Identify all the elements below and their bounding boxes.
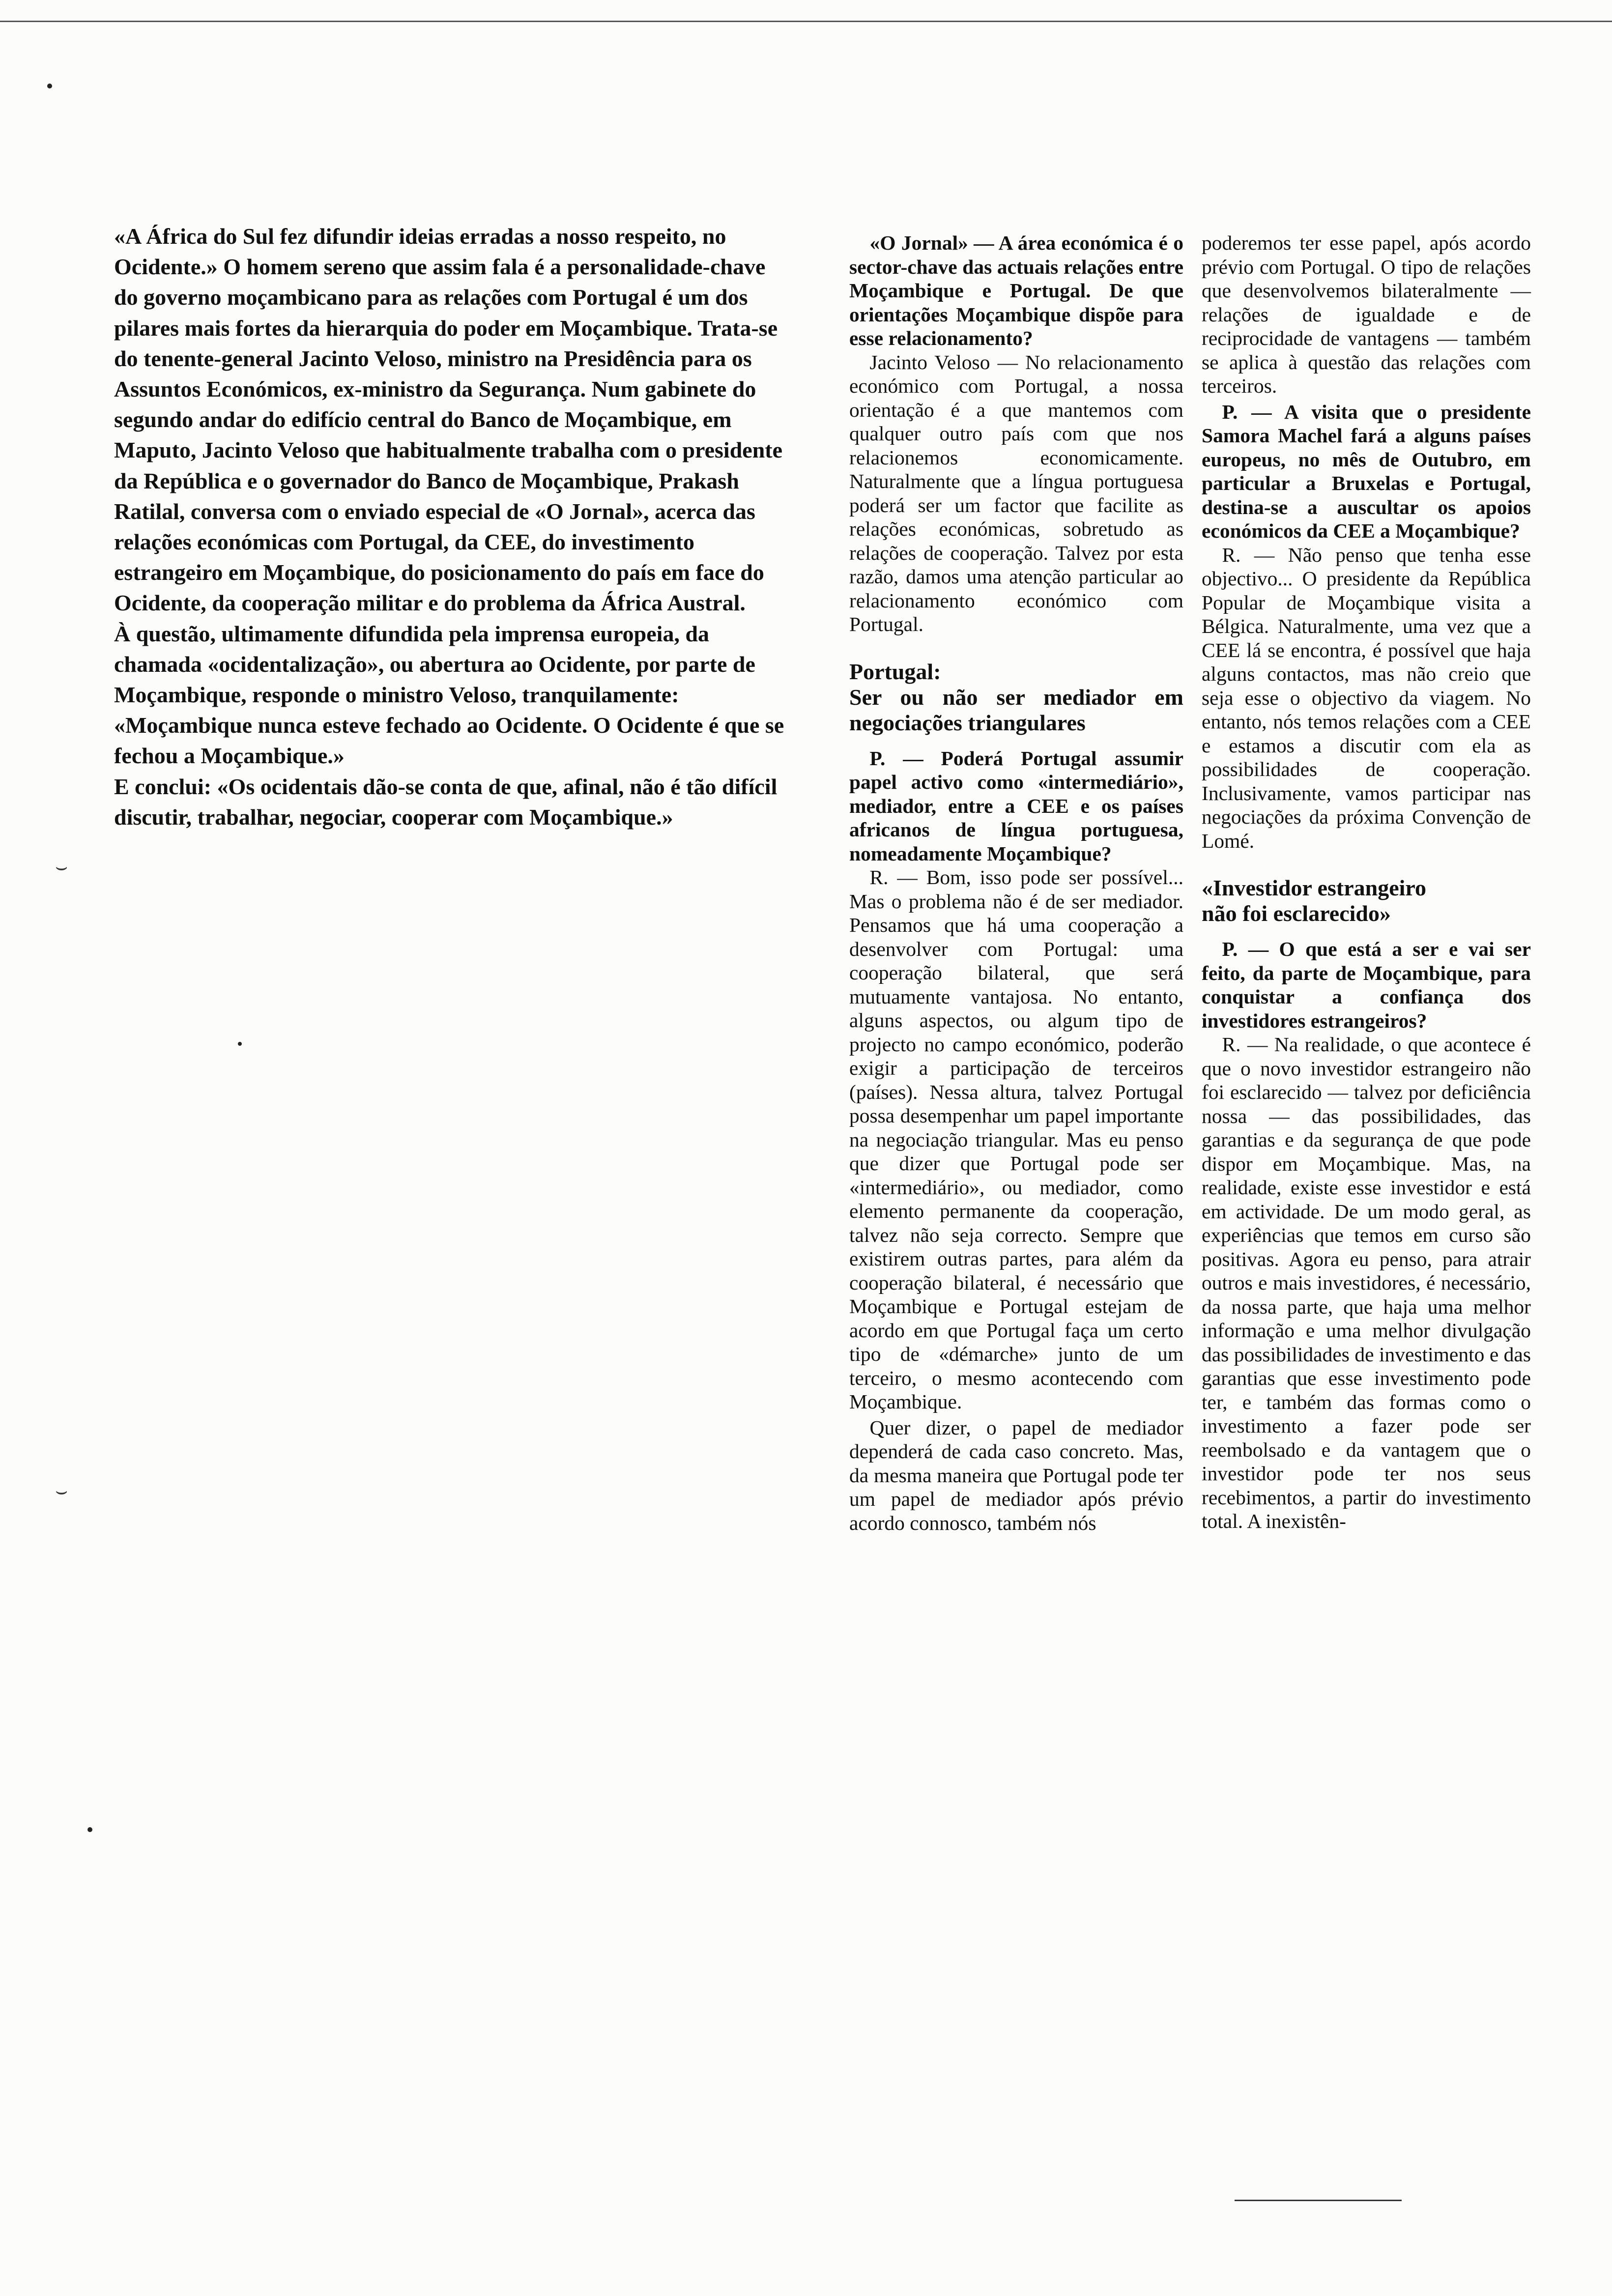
interview-answer: R. — Não penso que tenha esse objectivo... O presidente da República Popular de Moçambique visita a Bélgica. Naturalmente, uma vez que a CEE lá se encontra, é possível que haja alguns contactos, mas não creio que seja esse o objectivo da viagem. No entanto, nós temos relações com a CEE e estamos a discutir com ela as possibilidades de cooperação. Inclusivamente, vamos participar nas negociações da próxima Convenção de Lomé. [1202, 543, 1531, 852]
margin-mark: ⌣ [55, 1480, 68, 1502]
section-heading-line: «Investidor estrangeiro [1202, 875, 1426, 900]
article-column-2 [1202, 231, 1531, 1535]
interview-question: P. — Poderá Portugal assumir papel activo como «intermediário», mediador, entre a CEE e os países africanos de língua portuguesa, nomeadamente Moçambique? [849, 746, 1183, 865]
section-heading-line: não foi esclarecido» [1202, 901, 1391, 926]
interview-answer-continued: poderemos ter esse papel, após acordo prévio com Portugal. O tipo de relações que desenvolvemos bilateralmente — relações de igualdade e de reciprocidade de vantagens — também se aplica à questão das relações com terceiros. [1202, 231, 1531, 397]
interview-question: P. — O que está a ser e vai ser feito, da parte de Moçambique, para conquistar a confiança dos investidores estrangeiros? [1202, 938, 1531, 1032]
section-heading [849, 659, 1183, 736]
interview-answer: R. — Na realidade, o que acontece é que o novo investidor estrangeiro não foi esclarecido — talvez por deficiência nossa — das possibilidades, das garantias e da segurança de que pode dispor em Moçambique. Mas, na realidade, existe esse investidor e está em actividade. De um modo geral, as experiências que temos em curso são positivas. Agora eu penso, para atrair outros e mais investidores, é necessário, da nossa parte, que haja uma melhor informação e uma melhor divulgação das possibilidades de investimento e das garantias que esse investimento pode ter, e também das formas como o investimento a fazer pode ser reembolsado e da vantagem que o investidor pode ter nos seus recebimentos, a partir do investimento total. A inexistên- [1202, 1033, 1531, 1532]
margin-speck [238, 1042, 242, 1046]
interview-answer: Quer dizer, o papel de mediador dependerá de cada caso concreto. Mas, da mesma maneira que Portugal pode ter um papel de mediador após prévio acordo connosco, também nós [849, 1416, 1183, 1534]
article-column-1 [849, 231, 1183, 1537]
intro-paragraph: À questão, ultimamente difundida pela imprensa europeia, da chamada «ocidentalização», ou abertura ao Ocidente, por parte de Moçambique, responde o ministro Veloso, tranquilamente: «Moçambique nunca esteve fechado ao Ocidente. O Ocidente é que se fechou a Moçambique.» [114, 621, 784, 769]
article-intro [114, 221, 795, 832]
margin-speck [87, 1827, 92, 1832]
margin-mark: ⌣ [55, 856, 68, 878]
margin-speck [47, 84, 52, 88]
interview-answer: Jacinto Veloso — No relacionamento económico com Portugal, a nossa orientação é a que mantemos com qualquer outro país com que nos relacionemos economicamente. Naturalmente que a língua portuguesa poderá ser um factor que facilite as relações económicas, sobretudo as relações de cooperação. Talvez por esta razão, damos uma atenção particular ao relacionamento económico com Portugal. [849, 350, 1183, 635]
section-heading [1202, 875, 1531, 926]
intro-paragraph: «A África do Sul fez difundir ideias erradas a nosso respeito, no Ocidente.» O homem sereno que assim fala é a personalidade-chave do governo moçambicano para as relações com Portugal é um dos pilares mais fortes da hierarquia do poder em Moçambique. Trata-se do tenente-general Jacinto Veloso, ministro na Presidência para os Assuntos Económicos, ex-ministro da Segurança. Num gabinete do segundo andar do edifício central do Banco de Moçambique, em Maputo, Jacinto Veloso que habitualmente trabalha com o presidente da República e o governador do Banco de Moçambique, Prakash Ratilal, conversa com o enviado especial de «O Jornal», acerca das relações económicas com Portugal, da CEE, do investimento estrangeiro em Moçambique, do posicionamento do país em face do Ocidente, da cooperação militar e do problema da África Austral. [114, 224, 783, 616]
interview-question: P. — A visita que o presidente Samora Machel fará a alguns países europeus, no mês de Outubro, em particular a Bruxelas e Portugal, destina-se a auscultar os apoios económicos da CEE a Moçambique? [1202, 400, 1531, 542]
bottom-rule [1235, 2200, 1402, 2201]
top-rule [0, 21, 1612, 22]
section-heading-line: Ser ou não ser mediador em negociações triangulares [849, 684, 1183, 735]
interview-answer: R. — Bom, isso pode ser possível... Mas o problema não é de ser mediador. Pensamos que há uma cooperação a desenvolver com Portugal: uma cooperação bilateral, que será mutuamente vantajosa. No entanto, alguns aspectos, ou algum tipo de projecto no campo económico, poderão exigir a participação de terceiros (países). Nessa altura, talvez Portugal possa desempenhar um papel importante na negociação triangular. Mas eu penso que dizer que Portugal pode ser «intermediário», ou mediador, como elemento permanente da cooperação, talvez não seja correcto. Sempre que existirem outras partes, para além da cooperação bilateral, é necessário que Moçambique e Portugal estejam de acordo em que Portugal faça um certo tipo de «démarche» junto de um terceiro, o mesmo acontecendo com Moçambique. [849, 866, 1183, 1413]
interview-question: «O Jornal» — A área económica é o sector-chave das actuais relações entre Moçambique e Portugal. De que orientações Moçambique dispõe para esse relacionamento? [849, 231, 1183, 349]
intro-paragraph: E conclui: «Os ocidentais dão-se conta de que, afinal, não é tão difícil discutir, trabalhar, negociar, cooperar com Moçambique.» [114, 774, 777, 830]
section-heading-line: Portugal: [849, 659, 941, 684]
